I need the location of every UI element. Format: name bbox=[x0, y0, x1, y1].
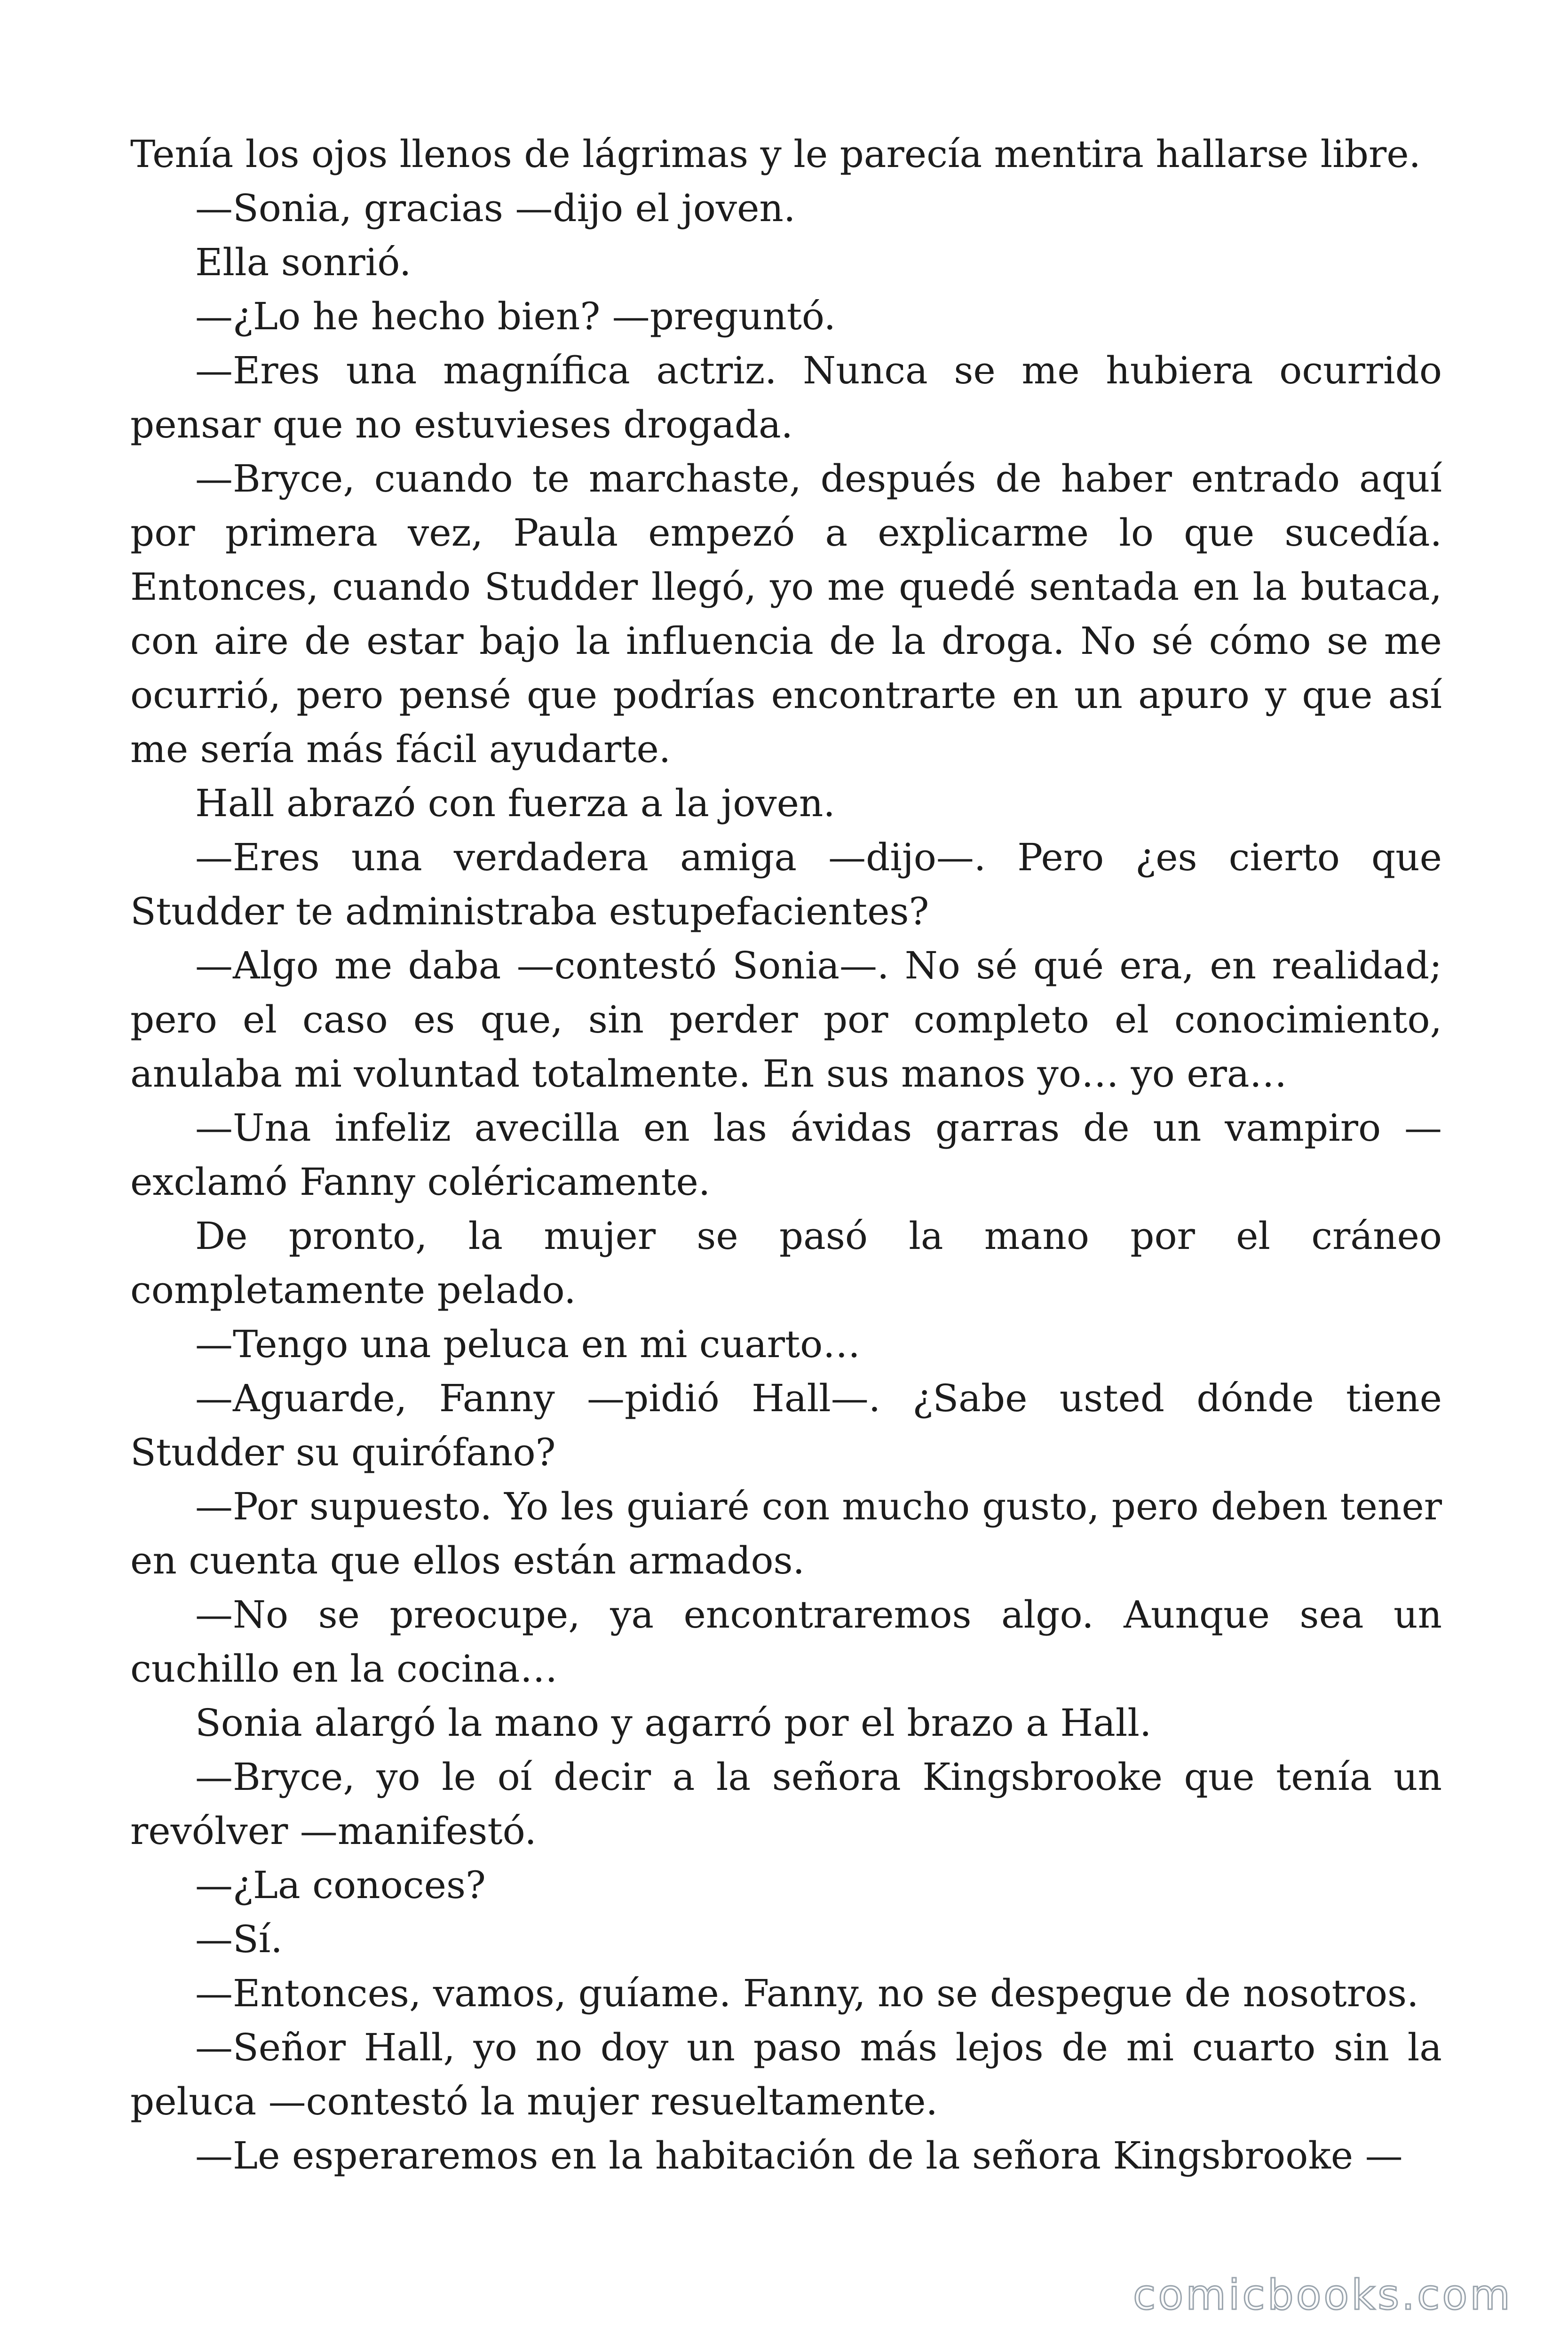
paragraph: Sonia alargó la mano y agarró por el brazo a Hall. bbox=[195, 1701, 1152, 1745]
paragraph: —Le esperaremos en la habitación de la señora Kingsbrooke — bbox=[195, 2134, 1403, 2177]
paragraph: —No se preocupe, ya encontraremos algo. Aunque sea un cuchillo en la cocina… bbox=[130, 1593, 1442, 1691]
paragraph: Tenía los ojos llenos de lágrimas y le parecía mentira hallarse libre. bbox=[130, 132, 1421, 176]
paragraph: —¿La conoces? bbox=[195, 1863, 486, 1907]
paragraph: Hall abrazó con fuerza a la joven. bbox=[195, 781, 835, 825]
paragraph: —¿Lo he hecho bien? —preguntó. bbox=[195, 294, 836, 338]
paragraph: —Algo me daba —contestó Sonia—. No sé qué era, en realidad; pero el caso es que, sin perder por completo el conocimiento, anulaba mi voluntad totalmente. En sus manos yo… yo era… bbox=[130, 944, 1442, 1096]
paragraph: —Sonia, gracias —dijo el joven. bbox=[195, 186, 796, 230]
paragraph: —Eres una magnífica actriz. Nunca se me hubiera ocurrido pensar que no estuvieses drogada. bbox=[130, 349, 1442, 446]
page-body bbox=[130, 127, 1442, 2183]
paragraph: —Sí. bbox=[195, 1917, 283, 1961]
paragraph: —Aguarde, Fanny —pidió Hall—. ¿Sabe usted dónde tiene Studder su quirófano? bbox=[130, 1376, 1442, 1474]
paragraph: —Una infeliz avecilla en las ávidas garras de un vampiro —exclamó Fanny coléricamente. bbox=[130, 1106, 1442, 1204]
paragraph: —Por supuesto. Yo les guiaré con mucho gusto, pero deben tener en cuenta que ellos están armados. bbox=[130, 1485, 1442, 1582]
paragraph: —Bryce, cuando te marchaste, después de haber entrado aquí por primera vez, Paula empezó a explicarme lo que sucedía. Entonces, cuando Studder llegó, yo me quedé sentada en la butaca, con aire de estar bajo la influencia de la droga. No sé cómo se me ocurrió, pero pensé que podrías encontrarte en un apuro y que así me sería más fácil ayudarte. bbox=[130, 457, 1442, 771]
paragraph: —Tengo una peluca en mi cuarto… bbox=[195, 1322, 861, 1366]
paragraph: —Bryce, yo le oí decir a la señora Kingsbrooke que tenía un revólver —manifestó. bbox=[130, 1755, 1442, 1853]
paragraph: Ella sonrió. bbox=[195, 240, 412, 284]
paragraph: —Eres una verdadera amiga —dijo—. Pero ¿es cierto que Studder te administraba estupefacientes? bbox=[130, 835, 1442, 933]
paragraph: —Señor Hall, yo no doy un paso más lejos de mi cuarto sin la peluca —contestó la mujer resueltamente. bbox=[130, 2026, 1442, 2123]
paragraph: De pronto, la mujer se pasó la mano por el cráneo completamente pelado. bbox=[130, 1214, 1442, 1312]
paragraph: —Entonces, vamos, guíame. Fanny, no se despegue de nosotros. bbox=[195, 1971, 1419, 2015]
watermark: comicbooks.com bbox=[1132, 2271, 1513, 2319]
